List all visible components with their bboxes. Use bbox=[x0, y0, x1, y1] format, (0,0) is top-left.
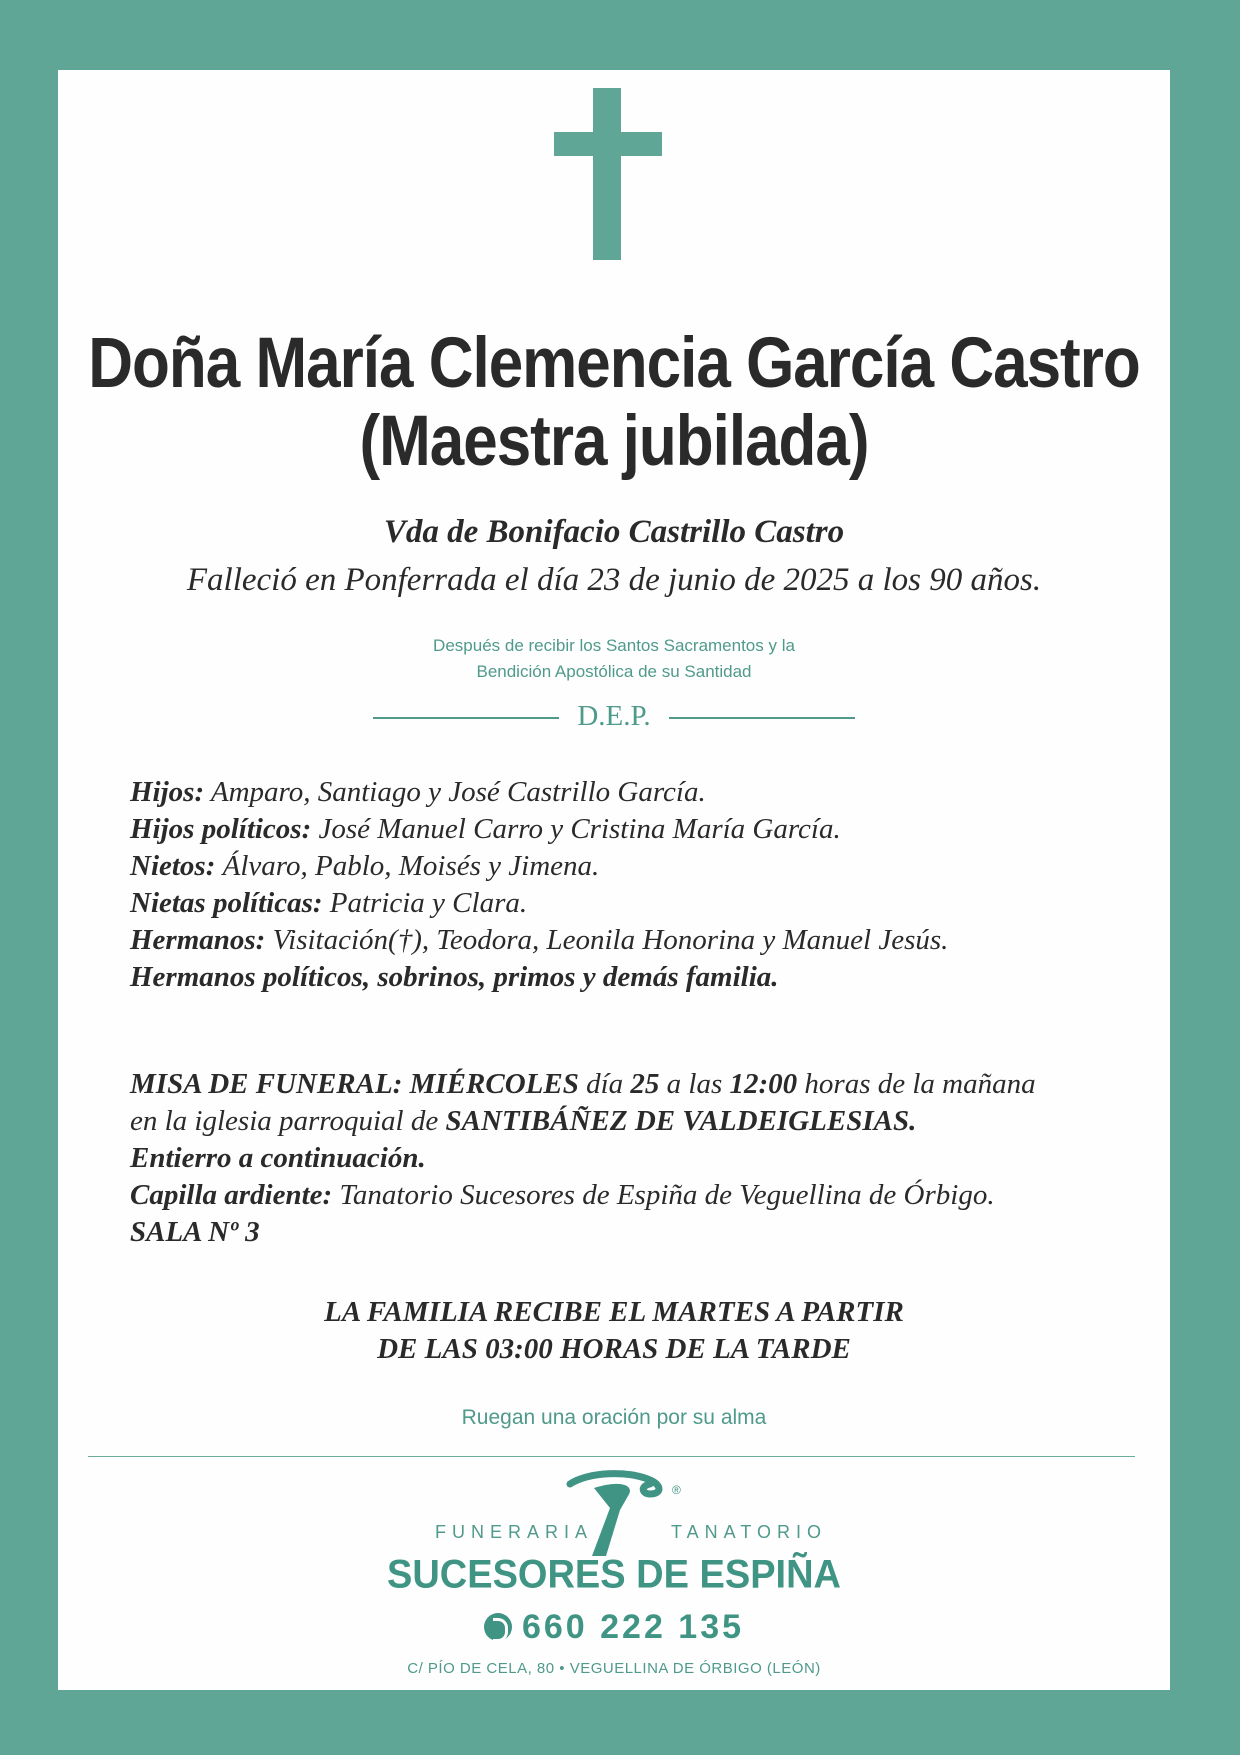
obituary-paper bbox=[58, 70, 1170, 1690]
company-phone bbox=[58, 1608, 1170, 1647]
dep-text: D.E.P. bbox=[577, 700, 651, 732]
funeral-sala: SALA Nº 3 bbox=[130, 1216, 260, 1248]
funeral-mass: MISA DE FUNERAL: MIÉRCOLES día 25 a las 12:00 horas de la mañana bbox=[130, 1068, 1036, 1100]
reception-line-1: LA FAMILIA RECIBE EL MARTES A PARTIR bbox=[324, 1296, 904, 1328]
sacraments-line-1: Después de recibir los Santos Sacramentos y la bbox=[433, 636, 795, 655]
deceased-name: Doña María Clemencia García Castro bbox=[88, 323, 1140, 404]
dep-divider bbox=[58, 700, 1170, 733]
family-hermanos: Hermanos: Visitación(†), Teodora, Leonila Honorina y Manuel Jesús. bbox=[130, 924, 949, 956]
footer-rule bbox=[88, 1456, 1135, 1457]
sacraments-note bbox=[58, 633, 1170, 685]
reception-line-2: DE LAS 03:00 HORAS DE LA TARDE bbox=[377, 1333, 851, 1365]
death-notice: Falleció en Ponferrada el día 23 de junio de 2025 a los 90 años. bbox=[186, 562, 1042, 598]
company-address: C/ PÍO DE CELA, 80 • VEGUELLINA DE ÓRBIGO (LEÓN) bbox=[407, 1660, 821, 1677]
family-others: Hermanos políticos, sobrinos, primos y demás familia. bbox=[130, 961, 779, 993]
sacraments-line-2: Bendición Apostólica de su Santidad bbox=[476, 662, 752, 681]
tanatorio-label: TANATORIO bbox=[671, 1522, 828, 1542]
divider-line-left bbox=[373, 717, 559, 719]
widow-of: Vda de Bonifacio Castrillo Castro bbox=[383, 514, 845, 550]
phone-icon bbox=[484, 1613, 512, 1641]
deceased-title: (Maestra jubilada) bbox=[359, 401, 869, 482]
phone-number: 660 222 135 bbox=[521, 1608, 745, 1646]
family-nietas-politicas: Nietas políticas: Patricia y Clara. bbox=[130, 887, 528, 919]
family-hijos-politicos: Hijos políticos: José Manuel Carro y Cristina María García. bbox=[130, 813, 841, 845]
family-nietos: Nietos: Álvaro, Pablo, Moisés y Jimena. bbox=[130, 850, 600, 882]
funeral-details bbox=[130, 1066, 1140, 1251]
registered-mark: ® bbox=[672, 1483, 681, 1497]
company-name: SUCESORES DE ESPIÑA bbox=[387, 1552, 841, 1598]
family-reception bbox=[58, 1294, 1170, 1368]
funeral-home-logo-icon bbox=[558, 1470, 698, 1560]
cross-icon bbox=[554, 88, 662, 260]
funeral-burial: Entierro a continuación. bbox=[130, 1142, 426, 1174]
funeral-church: en la iglesia parroquial de SANTIBÁÑEZ DE VALDEIGLESIAS. bbox=[130, 1105, 917, 1137]
family-list bbox=[130, 774, 1130, 996]
funeral-capilla: Capilla ardiente: Tanatorio Sucesores de Espiña de Veguellina de Órbigo. bbox=[130, 1179, 995, 1211]
divider-line-right bbox=[669, 717, 855, 719]
funeraria-label: FUNERARIA bbox=[435, 1522, 594, 1542]
prayer-request: Ruegan una oración por su alma bbox=[461, 1406, 767, 1429]
family-hijos: Hijos: Amparo, Santiago y José Castrillo García. bbox=[130, 776, 706, 808]
